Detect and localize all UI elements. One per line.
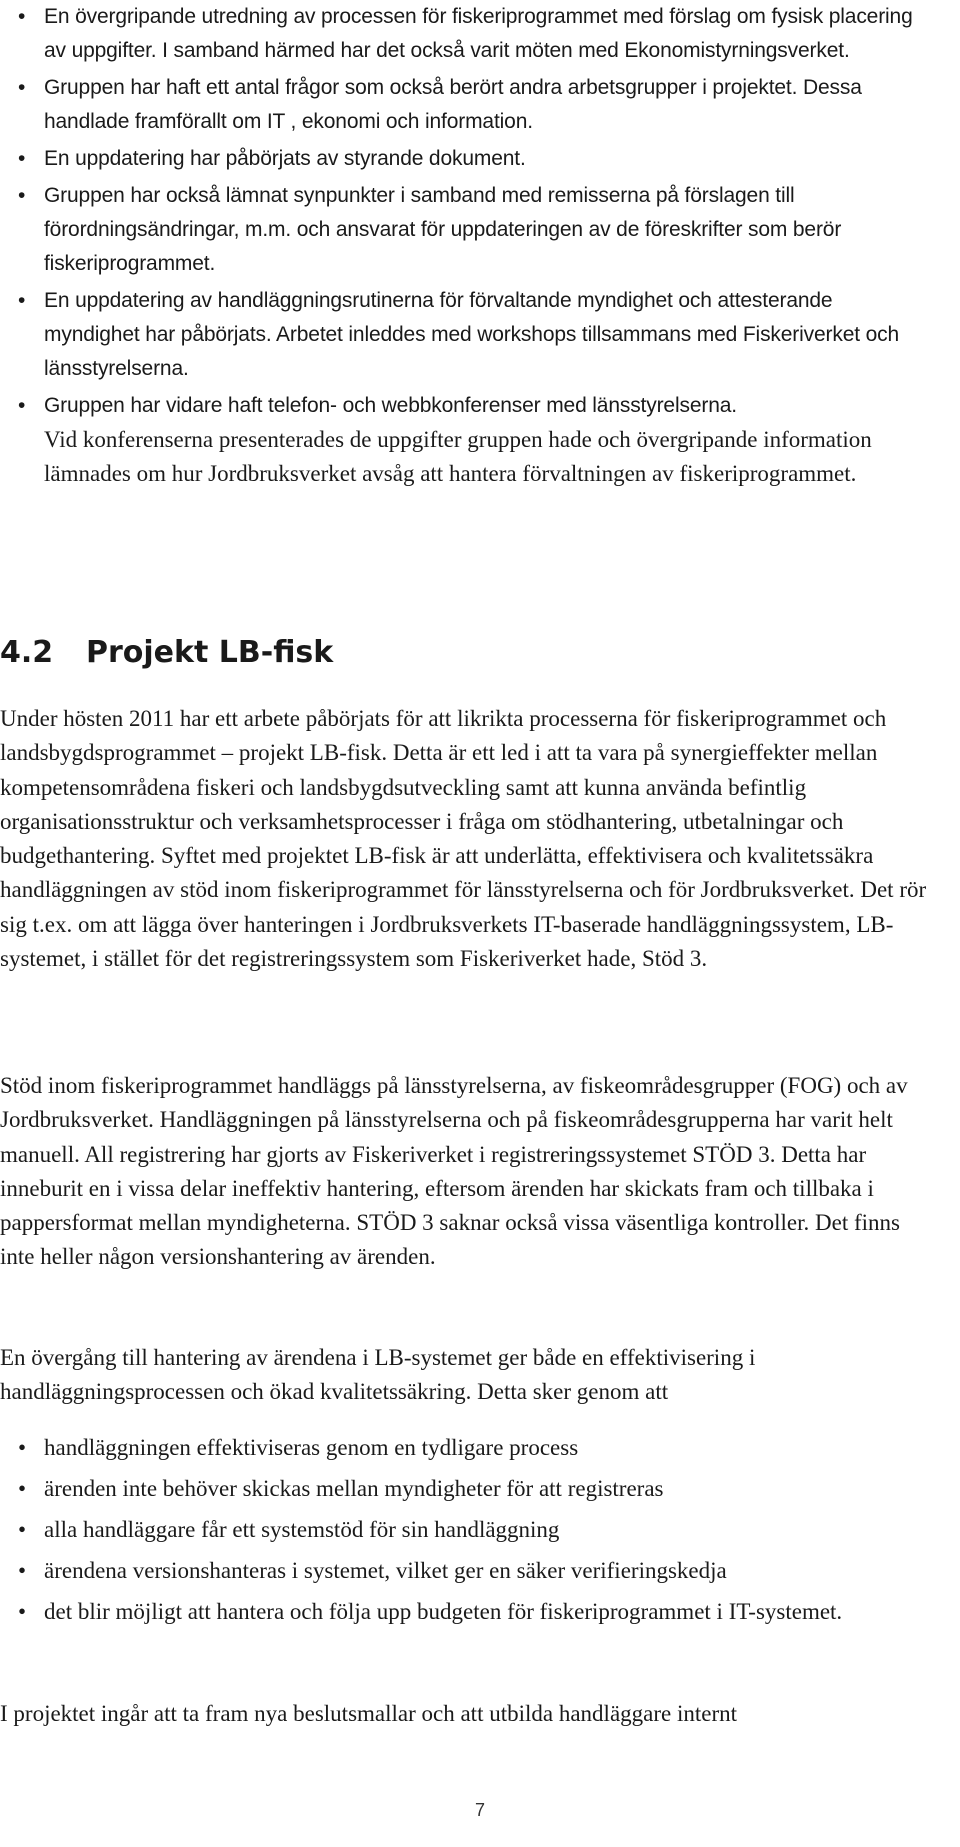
list-item <box>0 142 930 176</box>
bullet-icon: • <box>18 394 26 417</box>
section-number: 4.2 <box>0 635 54 670</box>
bullet-icon: • <box>18 1476 27 1501</box>
list-item <box>0 1554 930 1588</box>
list-item <box>0 179 930 281</box>
page-number: 7 <box>474 1800 485 1820</box>
body-paragraph: En övergång till hantering av ärendena i LB-systemet ger både en effektivisering i handläggningsprocessen och ökad kvalitetssäkring. Detta sker genom att <box>0 1345 756 1405</box>
bullet-icon: • <box>18 1558 27 1583</box>
section-heading <box>0 633 333 673</box>
list-item <box>0 389 930 423</box>
list-item-text: ärenden inte behöver skickas mellan myndigheter för att registreras <box>44 1476 664 1501</box>
bullet-icon: • <box>18 1517 27 1542</box>
bullet-icon: • <box>18 76 26 99</box>
list-item <box>0 71 930 139</box>
list-item <box>0 1431 930 1465</box>
bullet-icon: • <box>18 184 26 207</box>
bullet-icon: • <box>18 1435 27 1460</box>
list-item <box>0 0 930 68</box>
list-item <box>0 284 930 386</box>
body-paragraph: Stöd inom fiskeriprogrammet handläggs på länsstyrelserna, av fiskeområdesgrupper (FOG) och av Jordbruksverket. Handläggningen på länsstyrelserna och på fiskeområdesgrupperna har varit helt manuell. All registrering har gjorts av Fiskeriverket i registreringssystemet STÖD 3. Detta har inneburit en i vissa delar ineffektiv hantering, eftersom ärenden har skickats fram och tillbaka i pappersformat mellan myndigheterna. STÖD 3 saknar också vissa väsentliga kontroller. Det finns inte heller någon versionshantering av ärenden. <box>0 1073 908 1270</box>
list-item <box>0 1513 930 1547</box>
list-item-text: Gruppen har haft ett antal frågor som också berört andra arbetsgrupper i projektet. Dessa handlade framförallt om IT , ekonomi och information. <box>44 76 862 133</box>
body-paragraph: Under hösten 2011 har ett arbete påbörjats för att likrikta processerna för fiskeriprogrammet och landsbygdsprogrammet – projekt LB-fisk. Detta är ett led i att ta vara på synergieffekter mellan kompetensområdena fiskeri och landsbygdsutveckling samt att kunna använda befintlig organisationsstruktur och verksamhetsprocesser i fråga om stödhantering, utbetalningar och budgethantering. Syftet med projektet LB-fisk är att underlätta, effektivisera och kvalitetssäkra handläggningen av stöd inom fiskeriprogrammet för länsstyrelserna och för Jordbruksverket. Det rör sig t.ex. om att lägga över hanteringen i Jordbruksverkets IT-baserade handläggningssystem, LB-systemet, i stället för det registreringssystem som Fiskeriverket hade, Stöd 3. <box>0 706 927 972</box>
bullet-icon: • <box>18 289 26 312</box>
bullet-icon: • <box>18 147 26 170</box>
list-item-text: Gruppen har vidare haft telefon- och webbkonferenser med länsstyrelserna. <box>44 394 737 417</box>
list-item-text: ärendena versionshanteras i systemet, vilket ger en säker verifieringskedja <box>44 1558 727 1583</box>
list-item-text: En övergripande utredning av processen för fiskeriprogrammet med förslag om fysisk placering av uppgifter. I samband härmed har det också varit möten med Ekonomistyrningsverket. <box>44 5 913 62</box>
activity-bullet-list <box>0 0 930 494</box>
list-item-text: En uppdatering av handläggningsrutinerna för förvaltande myndighet och attesterande myndighet har påbörjats. Arbetet inleddes med workshops tillsammans med Fiskeriverket och länsstyrelserna. <box>44 289 900 380</box>
list-item-continuation: Vid konferenserna presenterades de uppgifter gruppen hade och övergripande information lämnades om hur Jordbruksverket avsåg att hantera förvaltningen av fiskeriprogrammet. <box>44 427 872 486</box>
list-item <box>0 1472 930 1506</box>
closing-paragraph: I projektet ingår att ta fram nya beslutsmallar och att utbilda handläggare internt <box>0 1701 738 1726</box>
list-item-text: alla handläggare får ett systemstöd för sin handläggning <box>44 1517 560 1542</box>
list-item-text: det blir möjligt att hantera och följa upp budgeten för fiskeriprogrammet i IT-systemet. <box>44 1599 843 1624</box>
list-item <box>0 1595 930 1629</box>
list-item-text: handläggningen effektiviseras genom en tydligare process <box>44 1435 579 1460</box>
benefit-bullet-list <box>0 1431 930 1636</box>
list-item-text: Gruppen har också lämnat synpunkter i samband med remisserna på förslagen till förordningsändringar, m.m. och ansvarat för uppdateringen av de föreskrifter som berör fiskeriprogrammet. <box>44 184 842 275</box>
list-item-text: En uppdatering har påbörjats av styrande dokument. <box>44 147 526 170</box>
section-title: Projekt LB-fisk <box>86 635 334 670</box>
bullet-icon: • <box>18 1599 27 1624</box>
bullet-icon: • <box>18 5 26 28</box>
